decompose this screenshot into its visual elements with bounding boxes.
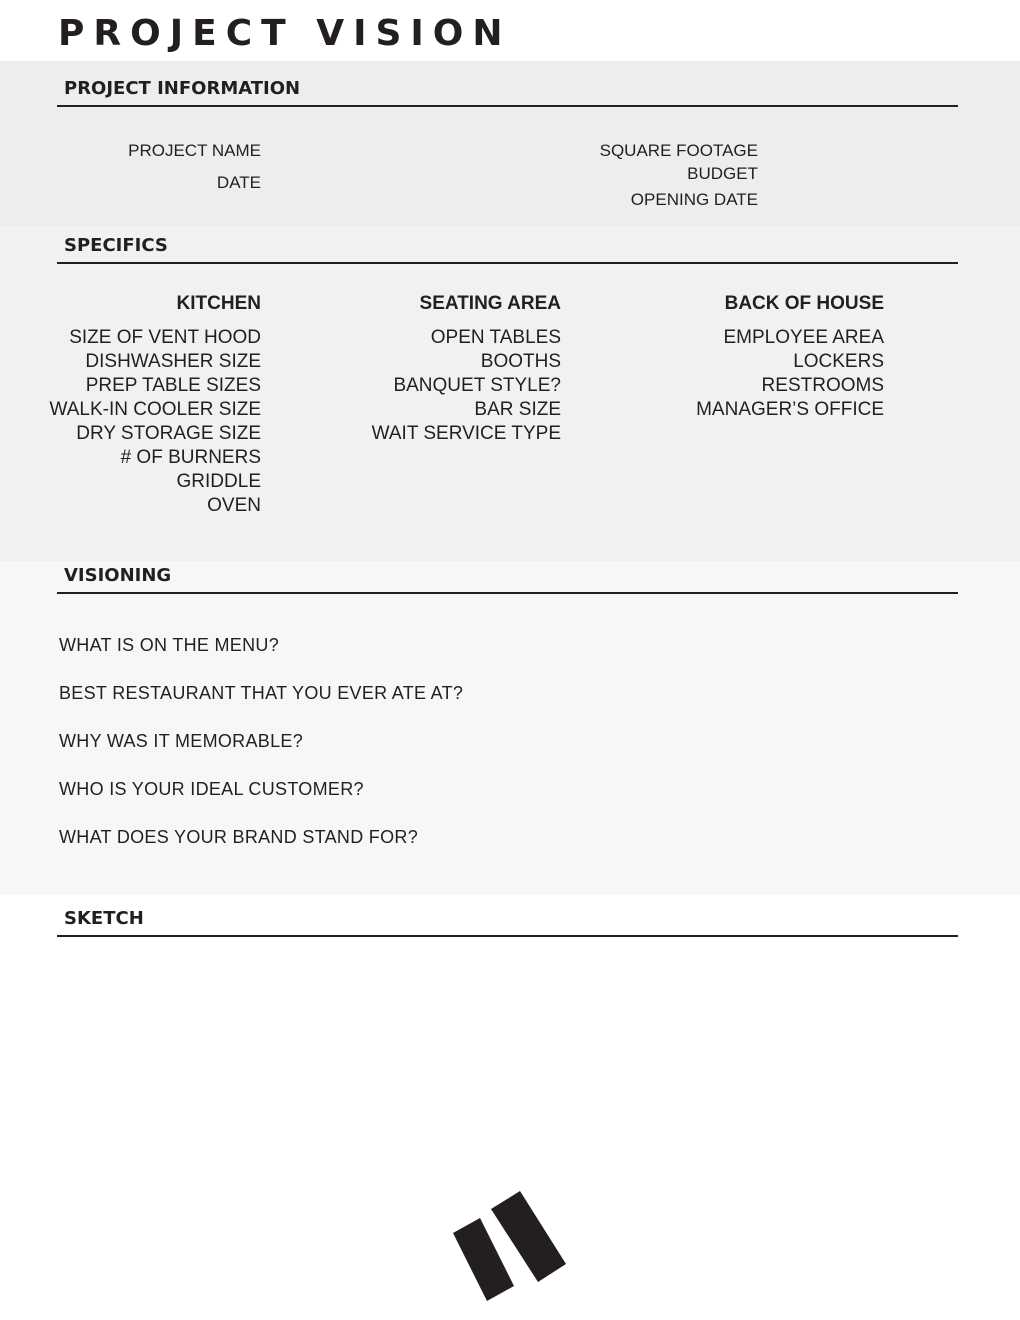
visioning-questions (59, 633, 463, 873)
seating-area-heading: SEATING AREA (419, 293, 561, 314)
back-of-house-heading: BACK OF HOUSE (724, 293, 884, 314)
list-item: OPEN TABLES (430, 327, 561, 348)
kitchen-column (50, 292, 262, 518)
section-heading-project-information: PROJECT INFORMATION (57, 77, 958, 107)
question-item: WHAT IS ON THE MENU? (59, 635, 280, 655)
kitchen-list (50, 326, 262, 518)
list-item: SIZE OF VENT HOOD (69, 327, 261, 348)
seating-area-list (372, 326, 561, 446)
question-item: WHY WAS IT MEMORABLE? (59, 731, 304, 751)
list-item: GRIDDLE (176, 471, 261, 492)
section-heading-specifics: SPECIFICS (57, 234, 958, 264)
seating-area-column (372, 292, 561, 446)
opening-date-label: OPENING DATE (630, 190, 758, 209)
list-item: # OF BURNERS (120, 447, 261, 468)
list-item: RESTROOMS (761, 375, 884, 396)
brand-logo-icon (448, 1186, 572, 1306)
list-item: BAR SIZE (474, 399, 561, 420)
question-item: WHAT DOES YOUR BRAND STAND FOR? (59, 827, 419, 847)
section-heading-visioning: VISIONING (57, 564, 958, 594)
list-item: WALK-IN COOLER SIZE (49, 399, 261, 420)
date-label: DATE (216, 173, 261, 192)
list-item: BOOTHS (480, 351, 561, 372)
list-item: DISHWASHER SIZE (85, 351, 261, 372)
kitchen-heading: KITCHEN (176, 293, 261, 314)
budget-label: BUDGET (687, 164, 758, 183)
list-item: OVEN (207, 495, 261, 516)
question-item: WHO IS YOUR IDEAL CUSTOMER? (59, 779, 364, 799)
page-title: PROJECT VISION (58, 13, 512, 54)
square-footage-label: SQUARE FOOTAGE (599, 141, 758, 160)
section-heading-sketch: SKETCH (57, 907, 958, 937)
list-item: PREP TABLE SIZES (85, 375, 261, 396)
question-item: BEST RESTAURANT THAT YOU EVER ATE AT? (59, 683, 464, 703)
list-item: EMPLOYEE AREA (723, 327, 884, 348)
list-item: BANQUET STYLE? (393, 375, 561, 396)
list-item: WAIT SERVICE TYPE (371, 423, 561, 444)
list-item: MANAGER’S OFFICE (696, 399, 884, 420)
project-name-label: PROJECT NAME (128, 141, 261, 160)
back-of-house-list (696, 326, 884, 422)
list-item: LOCKERS (793, 351, 884, 372)
list-item: DRY STORAGE SIZE (76, 423, 261, 444)
back-of-house-column (696, 292, 884, 422)
